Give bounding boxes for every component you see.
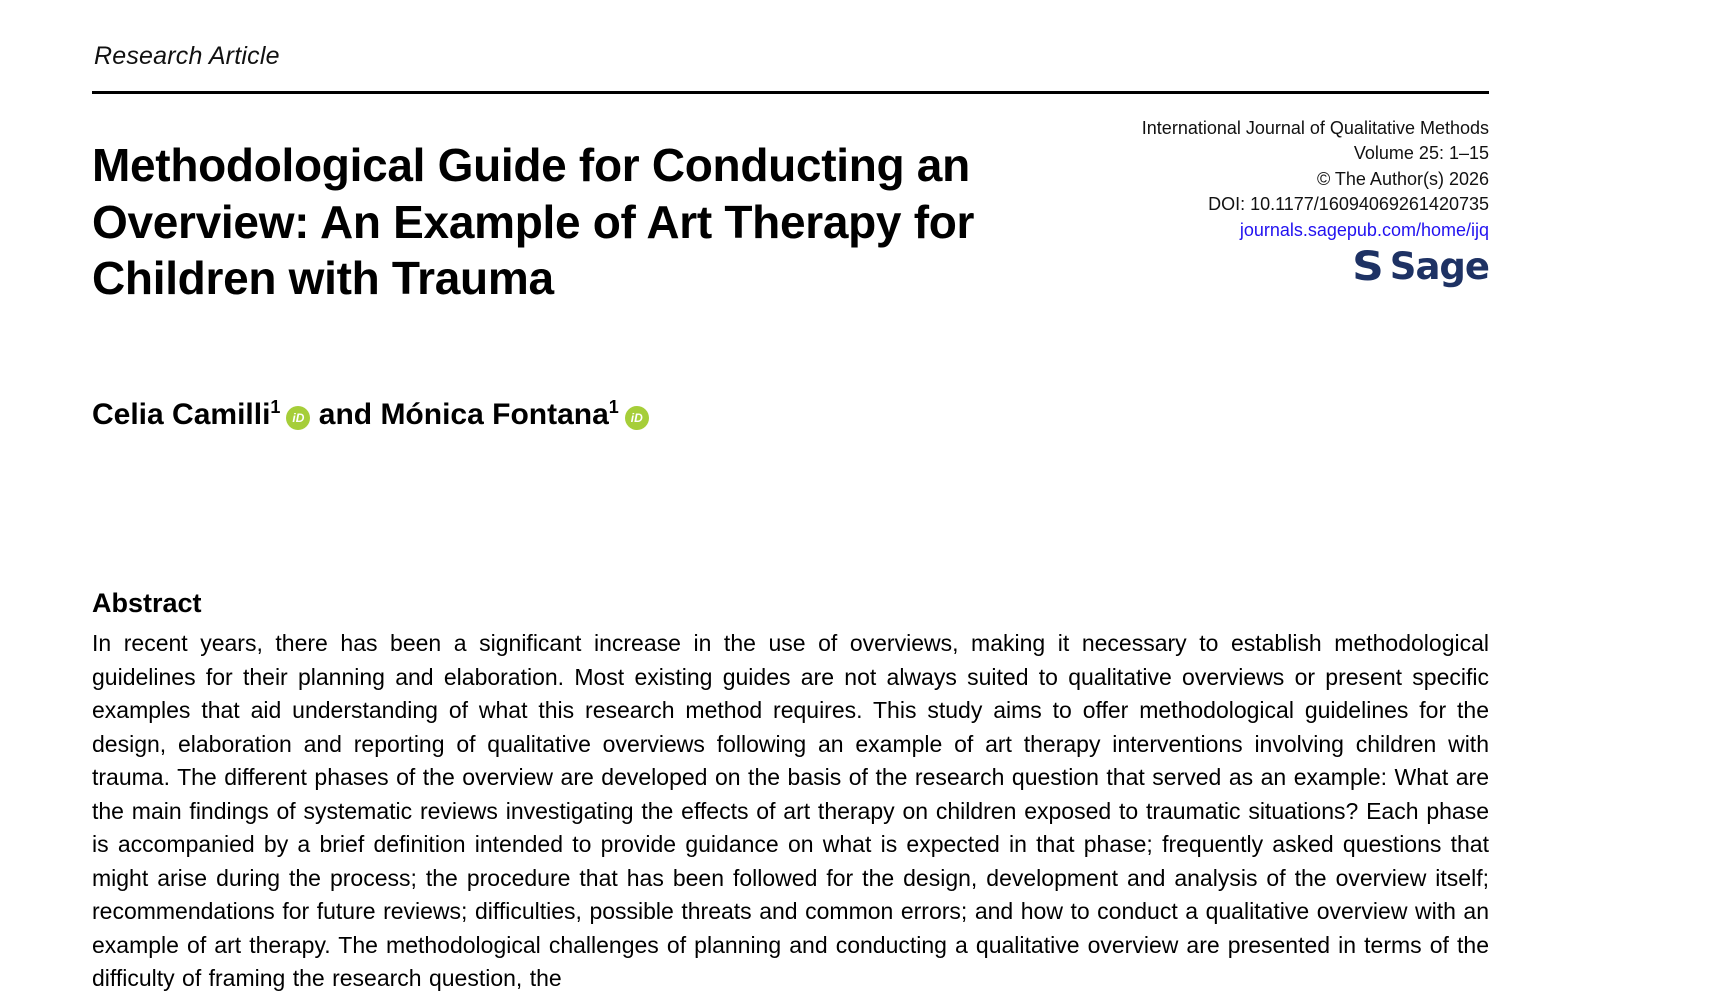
authors-joiner: and	[310, 398, 381, 431]
sage-wordmark: Sage	[1389, 245, 1489, 289]
sage-s-icon: S	[1352, 243, 1384, 291]
journal-copyright: © The Author(s) 2026	[1316, 168, 1489, 189]
author-name-2: Mónica Fontana	[380, 398, 609, 431]
title-line-3: Children with Trauma	[92, 252, 554, 304]
journal-info	[889, 116, 1489, 291]
header-divider	[92, 91, 1489, 94]
title-line-2: Overview: An Example of Art Therapy for	[92, 195, 975, 248]
journal-home-link[interactable]: journals.sagepub.com/home/ijq	[1239, 219, 1489, 240]
page-title	[92, 137, 974, 307]
abstract-text: In recent years, there has been a significant increase in the use of overviews, making it necessary to establish methodological guidelines for their planning and elaboration. Most existing guides are not always suited to qualitative overviews or present specific examples that aid understanding of what this research method requires. This study aims to offer methodological guidelines for the design, elaboration and reporting of qualitative overviews following an example of art therapy interventions involving children with trauma. The different phases of the overview are developed on the basis of the research question that served as an example: What are the main findings of systematic reviews investigating the effects of art therapy on children exposed to traumatic situations? Each phase is accompanied by a brief definition intended to provide guidance on what is expected in that phase; frequently asked questions that might arise during the process; the procedure that has been followed for the design, development and analysis of the overview itself; recommendations for future reviews; difficulties, possible threats and common errors; and how to conduct a qualitative overview with an example of art therapy. The methodological challenges of planning and conducting a qualitative overview are presented in terms of the difficulty of framing the research question, the	[92, 630, 1489, 991]
author-1-affiliation-mark: 1	[270, 397, 281, 417]
journal-name: International Journal of Qualitative Methods	[1141, 118, 1489, 138]
journal-doi: DOI: 10.1177/16094069261420735	[1208, 194, 1489, 215]
article-type-label: Research Article	[94, 42, 280, 70]
author-2-affiliation-mark: 1	[608, 397, 619, 417]
orcid-icon[interactable]: iD	[286, 406, 310, 430]
orcid-icon[interactable]: iD	[625, 406, 649, 430]
author-byline	[92, 398, 649, 432]
author-name-1: Celia Camilli	[92, 398, 271, 431]
abstract-heading: Abstract	[92, 588, 202, 618]
title-line-1: Methodological Guide for Conducting an	[92, 139, 970, 191]
journal-volume: Volume 25: 1–15	[1353, 143, 1489, 164]
sage-logo	[889, 243, 1489, 291]
